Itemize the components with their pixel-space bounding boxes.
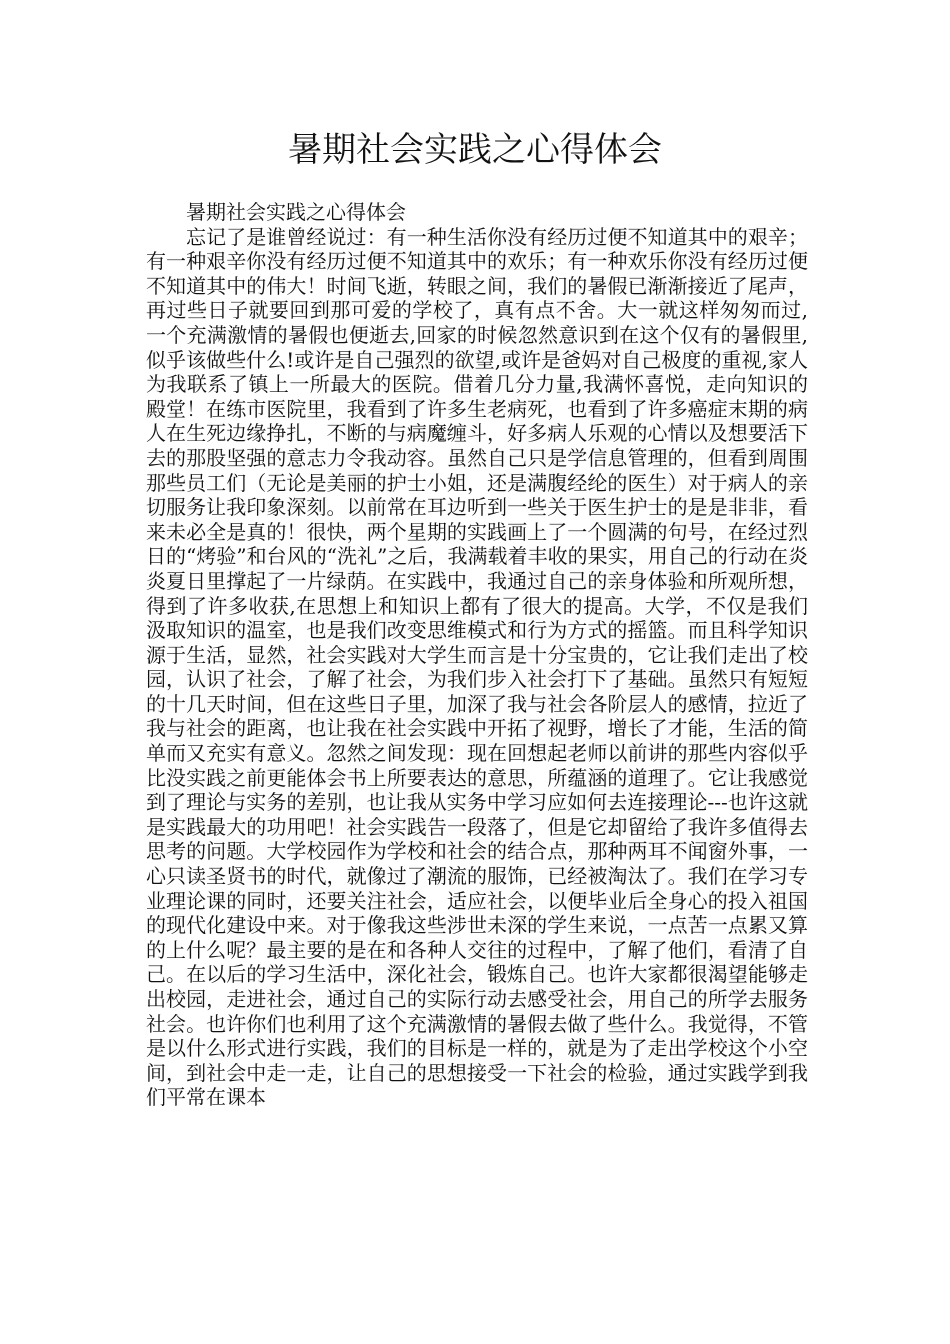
body-paragraph: 忘记了是谁曾经说过：有一种生活你没有经历过便不知道其中的艰辛；有一种艰辛你没有经历过便不知道其中的欢乐；有一种欢乐你没有经历过便不知道其中的伟大！时间飞逝，转眼之间，我们的暑假已渐渐接近了尾声，再过些日子就要回到那可爱的学校了，真有点不舍。大一就这样匆匆而过,一个充满激情的暑假也便逝去,回家的时候忽然意识到在这个仅有的暑假里,似乎该做些什么!或许是自己强烈的欲望,或许是爸妈对自己极度的重视,家人为我联系了镇上一所最大的医院。借着几分力量,我满怀喜悦，走向知识的殿堂！在练市医院里，我看到了许多生老病死，也看到了许多癌症末期的病人在生死边缘挣扎，不断的与病魔缠斗，好多病人乐观的心情以及想要活下去的那股坚强的意志力令我动容。虽然自己只是学信息管理的，但看到周围那些员工们（无论是美丽的护士小姐，还是满腹经纶的医生）对于病人的亲切服务让我印象深刻。以前常在耳边听到一些关于医生护士的是是非非，看来未必全是真的！很快，两个星期的实践画上了一个圆满的句号，在经过烈日的“烤验”和台风的“洗礼”之后，我满载着丰收的果实，用自己的行动在炎炎夏日里撑起了一片绿荫。在实践中，我通过自己的亲身体验和所观所想，得到了许多收获,在思想上和知识上都有了很大的提高。大学，不仅是我们汲取知识的温室，也是我们改变思维模式和行为方式的摇篮。而且科学知识源于生活，显然，社会实践对大学生而言是十分宝贵的，它让我们走出了校园，认识了社会，了解了社会，为我们步入社会打下了基础。虽然只有短短的十几天时间，但在这些日子里，加深了我与社会各阶层人的感情，拉近了我与社会的距离，也让我在社会实践中开拓了视野，增长了才能，生活的简单而又充实有意义。忽然之间发现：现在回想起老师以前讲的那些内容似乎比没实践之前更能体会书上所要表达的意思，所蕴涵的道理了。它让我感觉到了理论与实务的差别，也让我从实务中学习应如何去连接理论---也许这就是实践最大的功用吧！社会实践告一段落了，但是它却留给了我许多值得去思考的问题。大学校园作为学校和社会的结合点，那种两耳不闻窗外事，一心只读圣贤书的时代，就像过了潮流的服饰，已经被淘汰了。我们在学习专业理论课的同时，还要关注社会，适应社会，以便毕业后全身心的投入祖国的现代化建设中来。对于像我这些涉世未深的学生来说，一点苦一点累又算的上什么呢？最主要的是在和各种人交往的过程中，了解了他们，看清了自己。在以后的学习生活中，深化社会，锻炼自己。也许大家都很渴望能够走出校园，走进社会，通过自己的实际行动去感受社会，用自己的所学去服务社会。也许你们也利用了这个充满激情的暑假去做了些什么。我觉得，不管是以什么形式进行实践，我们的目标是一样的，就是为了走出学校这个小空间，到社会中走一走，让自己的思想接受一下社会的检验，通过实践学到我们平常在课本 [146,224,808,1110]
subtitle-paragraph: 暑期社会实践之心得体会 [186,200,406,224]
document-body [146,200,808,1110]
page-title: 暑期社会实践之心得体会 [288,130,662,170]
